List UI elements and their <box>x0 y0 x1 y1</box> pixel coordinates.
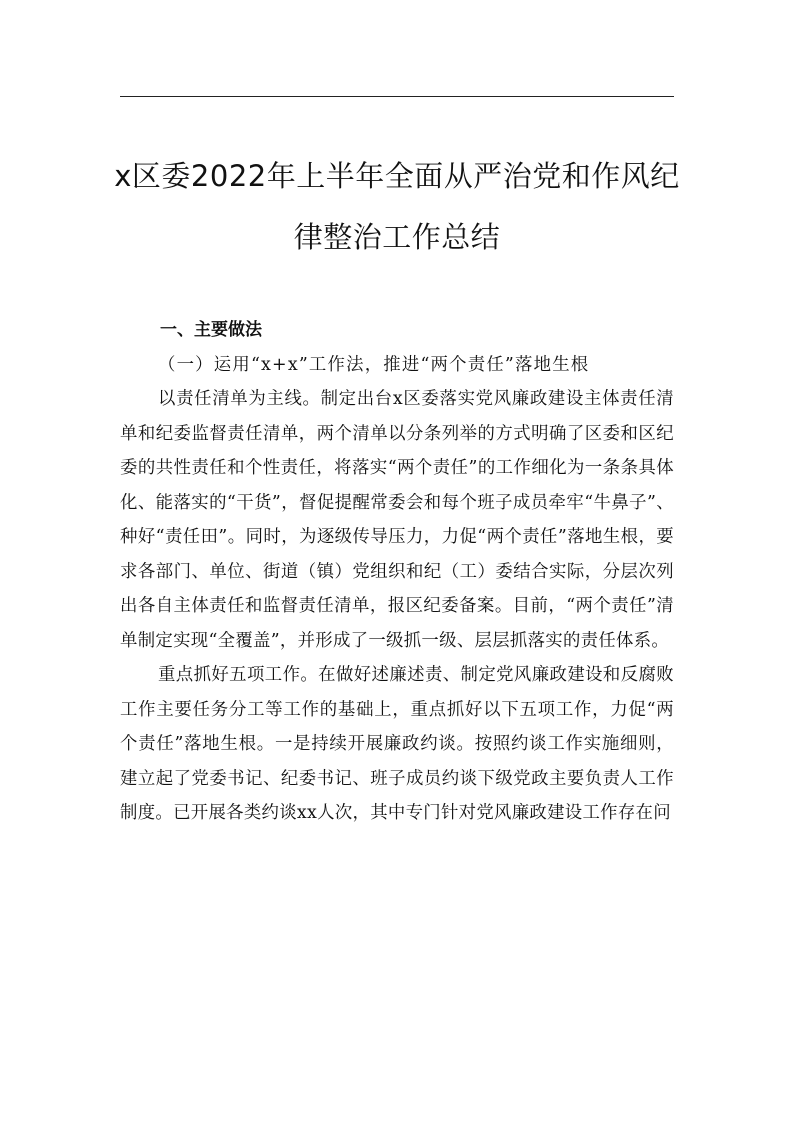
title-line-2: 律整治工作总结 <box>293 220 501 254</box>
paragraph-1: 以责任清单为主线。制定出台x区委落实党风廉政建设主体责任清单和纪委监督责任清单，两个清单以分条列举的方式明确了区委和区纪委的共性责任和个性责任，将落实“两个责任”的工作细化为一条条具体化、能落实的“干货”，督促提醒常委会和每个班子成员牵牢“牛鼻子”、种好“责任田”。同时，为逐级传导压力，力促“两个责任”落地生根，要求各部门、单位、街道（镇）党组织和纪（工）委结合实际，分层次列出各自主体责任和监督责任清单，报区纪委备案。目前，“两个责任”清单制定实现“全覆盖”，并形成了一级抓一级、层层抓落实的责任体系。 <box>120 389 674 651</box>
paragraph-2: 重点抓好五项工作。在做好述廉述责、制定党风廉政建设和反腐败工作主要任务分工等工作的基础上，重点抓好以下五项工作，力促“两个责任”落地生根。一是持续开展廉政约谈。按照约谈工作实施细则，建立起了党委书记、纪委书记、班子成员约谈下级党政主要负责人工作制度。已开展各类约谈xx人次，其中专门针对党风廉政建设工作存在问 <box>120 665 674 823</box>
header-rule <box>120 96 674 97</box>
document-body <box>120 313 674 831</box>
title-line-1: x区委2022年上半年全面从严治党和作风纪 <box>114 159 680 193</box>
document-title <box>110 146 684 268</box>
subsection-heading: （一）运用“x+x”工作法，推进“两个责任”落地生根 <box>158 354 590 375</box>
section-heading: 一、主要做法 <box>160 320 262 340</box>
